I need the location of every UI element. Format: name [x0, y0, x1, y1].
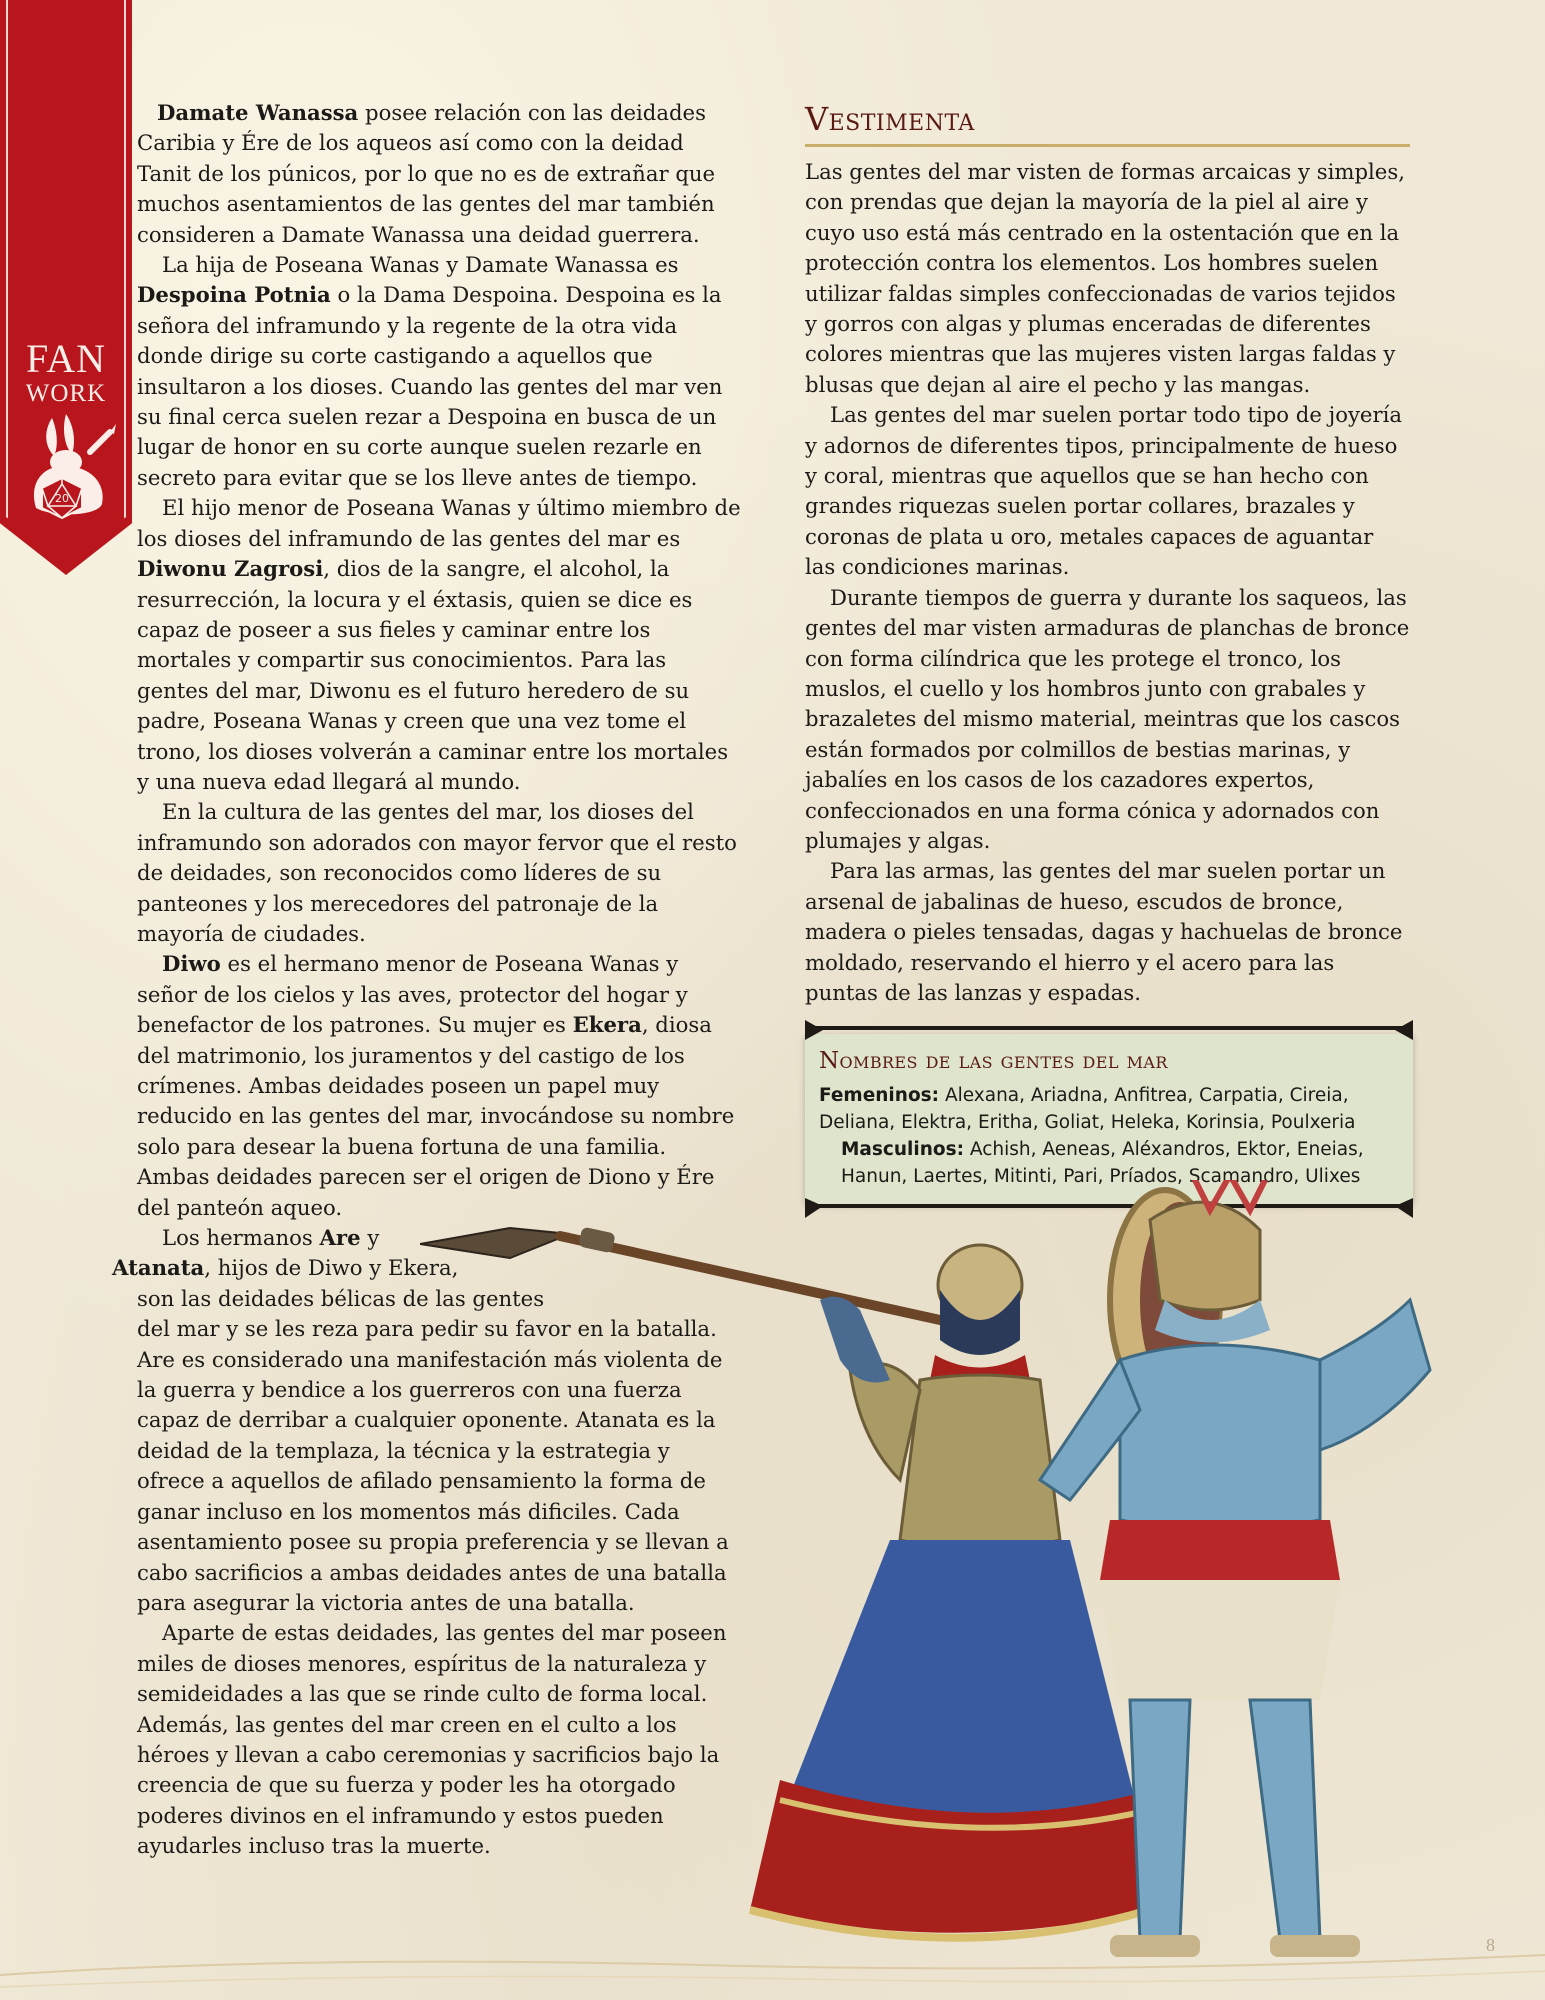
sidebar-names	[819, 1082, 1404, 1190]
rabbit-d20-icon	[14, 412, 118, 522]
page-number: 8	[1486, 1935, 1495, 1955]
ribbon-work-text: WORK	[25, 380, 107, 407]
paragraph-diwonu: El hijo menor de Poseana Wanas y último miembro de los dioses del inframundo de las gentes del mar es Diwonu Zagrosi, dios de la sangre, el alcohol, la resurrección, la locura y el éxtasis, quien se dice es capaz de poseer a sus fieles y caminar entre los mortales y compartir sus conocimientos. Para las gentes del mar, Diwonu es el futuro heredero de su padre, Poseana Wanas y creen que una vez tome el trono, los dioses volverán a caminar entre los mortales y una nueva edad llegará al mundo.	[137, 495, 741, 794]
paragraph-inframundo: En la cultura de las gentes del mar, los dioses del inframundo son adorados con mayor fervor que el resto de deidades, son reconocidos como líderes de su panteones y los merecedores del patronaje de la mayoría de ciudades.	[137, 799, 737, 946]
heading-underline	[805, 144, 1410, 147]
paragraph-vestimenta-1: Las gentes del mar visten de formas arcaicas y simples, con prendas que dejan la mayoría de la piel al aire y cuyo uso está más centrado en la ostentación que en la protección contra los elementos. Los hombres suelen utilizar faldas simples confeccionadas de varios tejidos y gorros con algas y plumas enceradas de diferentes colores mientras que las mujeres visten largas faldas y blusas que dejan al aire el pecho y las mangas.	[805, 159, 1405, 397]
female-names: Femeninos: Alexana, Ariadna, Anfitrea, Carpatia, Cireia, Deliana, Elektra, Eritha, Goliat, Heleka, Korinsia, Poulxeria	[819, 1085, 1356, 1133]
footer-ornament	[0, 1935, 1545, 2000]
paragraph-dioses-menores: Aparte de estas deidades, las gentes del mar poseen miles de dioses menores, espíritus de la naturaleza y semideidades a las que se rinde culto de forma local. Además, las gentes del mar creen en el culto a los héroes y llevan a cabo ceremonias y sacrificios bajo la creencia de que su fuerza y poder les ha otorgado poderes divinos en el inframundo y estos pueden ayudarles incluso tras la muerte.	[137, 1620, 727, 1859]
paragraph-vestimenta-3: Durante tiempos de guerra y durante los saqueos, las gentes del mar visten armaduras de planchas de bronce con forma cilíndrica que les protege el tronco, los muslos, el cuello y los hombros junto con grabales y brazaletes del mismo material, meintras que los cascos están formados por colmillos de bestias marinas, y jabalíes en los casos de los cazadores expertos, confeccionados en una forma cónica y adornados con plumajes y algas.	[805, 584, 1410, 853]
paragraph-damate: Damate Wanassa posee relación con las deidades Caribia y Ére de los aqueos así como con la deidad Tanit de los púnicos, por lo que no es de extrañar que muchos asentamientos de las gentes del mar también consideren a Damate Wanassa una deidad guerrera.	[137, 100, 716, 247]
warriors-illustration	[420, 1180, 1545, 2000]
svg-text:20: 20	[55, 492, 69, 505]
paragraph-vestimenta-2: Las gentes del mar suelen portar todo tipo de joyería y adornos de diferentes tipos, principalmente de hueso y coral, mientras que aquellos que se han hecho con grandes riquezas suelen portar collares, brazales y coronas de plata u oro, metales capaces de aguantar las condiciones marinas.	[805, 402, 1403, 580]
vestimenta-body	[805, 157, 1410, 1008]
paragraph-diwo: Diwo es el hermano menor de Poseana Wanas y señor de los cielos y las aves, protector del hogar y benefactor de los patrones. Su mujer es Ekera, diosa del matrimonio, los juramentos y del castigo de los crímenes. Ambas deidades poseen un papel muy reducido en las gentes del mar, invocándose su nombre solo para desear la buena fortuna de una familia. Ambas deidades parecen ser el origen de Diono y Ére del panteón aqueo.	[137, 951, 735, 1220]
right-column	[805, 100, 1410, 1008]
section-heading: Vestimenta	[805, 100, 975, 138]
paragraph-vestimenta-4: Para las armas, las gentes del mar suelen portar un arsenal de jabalinas de hueso, escudos de bronce, madera o pieles tensadas, dagas y hachuelas de bronce moldado, reservando el hierro y el acero para las puntas de las lanzas y espadas.	[805, 858, 1403, 1005]
male-names: Masculinos: Achish, Aeneas, Aléxandros, Ektor, Eneias, Hanun, Laertes, Mitinti, Pari, Príados, Scamandro, Ulixes	[841, 1139, 1364, 1187]
ribbon-fan-text: FAN	[25, 336, 107, 381]
sidebar-title: Nombres de las gentes del mar	[819, 1048, 1168, 1074]
paragraph-are-atanata: Los hermanos Are y Atanata, hijos de Diwo y Ekera, son las deidades bélicas de las gentes del mar y se les reza para pedir su favor en la batalla. Are es considerado una manifestación más violenta de la guerra y bendice a los guerreros con una fuerza capaz de derribar a cualquier oponente. Atanata es la deidad de la templaza, la técnica y la estrategia y ofrece a aquellos de afilado pensamiento la forma de ganar incluso en los momentos más dificiles. Cada asentamiento posee su propia preferencia y se llevan a cabo sacrificios a ambas deidades antes de una batalla para asegurar la victoria antes de una batalla.	[112, 1225, 729, 1615]
paragraph-despoina: La hija de Poseana Wanas y Damate Wanassa es Despoina Potnia o la Dama Despoina. Despoina es la señora del inframundo y la regente de la otra vida donde dirige su corte castigando a aquellos que insultaron a los dioses. Cuando las gentes del mar ven su final cerca suelen rezar a Despoina en busca de un lugar de honor en su corte aunque suelen rezarle en secreto para evitar que se los lleve antes de tiempo.	[137, 252, 723, 490]
